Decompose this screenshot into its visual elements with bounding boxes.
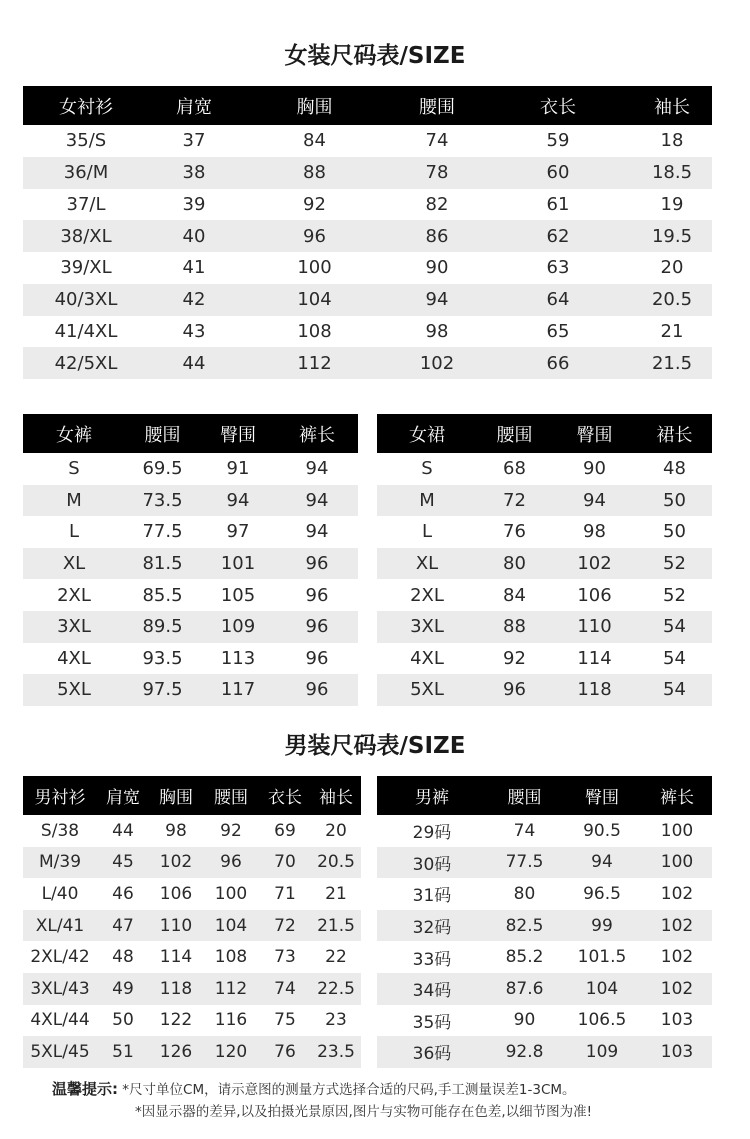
table-row — [23, 548, 358, 580]
table-cell: 94 — [390, 284, 484, 316]
table-cell: 33码 — [377, 941, 487, 973]
table-cell: 49 — [97, 973, 149, 1005]
column-header: 腰围 — [203, 776, 259, 815]
table-cell: 76 — [477, 516, 552, 548]
note-label: 温馨提示: — [52, 1080, 118, 1098]
table-cell: 114 — [149, 941, 203, 973]
table-row — [377, 910, 712, 942]
table-cell: 48 — [637, 453, 712, 485]
table-row — [23, 485, 358, 517]
column-header: 袖长 — [632, 86, 712, 125]
table-cell: M — [377, 485, 477, 517]
table-cell: 102 — [642, 973, 712, 1005]
men-size-title: 男装尺码表/SIZE — [284, 733, 466, 759]
table-cell: 70 — [259, 847, 311, 879]
table-cell: 118 — [149, 973, 203, 1005]
table-cell: XL — [377, 548, 477, 580]
table-header-row — [23, 86, 712, 125]
table-cell: 68 — [477, 453, 552, 485]
table-row — [377, 611, 712, 643]
table-cell: 35码 — [377, 1005, 487, 1037]
table-cell: 21 — [311, 878, 361, 910]
table-row — [377, 973, 712, 1005]
table-row — [23, 516, 358, 548]
table-cell: 65 — [484, 316, 632, 348]
table-cell: 36/M — [23, 157, 149, 189]
table-cell: 109 — [200, 611, 276, 643]
table-cell: 50 — [97, 1005, 149, 1037]
table-row — [377, 941, 712, 973]
table-row — [23, 878, 361, 910]
table-cell: 45 — [97, 847, 149, 879]
table-cell: 117 — [200, 674, 276, 706]
table-cell: M/39 — [23, 847, 97, 879]
table-cell: 37 — [149, 125, 239, 157]
table-row — [23, 157, 712, 189]
table-row — [377, 847, 712, 879]
table-cell: 84 — [239, 125, 390, 157]
table-cell: 90.5 — [562, 815, 642, 847]
table-cell: 43 — [149, 316, 239, 348]
table-cell: 72 — [259, 910, 311, 942]
table-cell: 38/XL — [23, 220, 149, 252]
table-cell: 22.5 — [311, 973, 361, 1005]
table-cell: 106 — [552, 579, 637, 611]
table-cell: 114 — [552, 643, 637, 675]
column-header: 女裤 — [23, 414, 125, 453]
table-row — [377, 453, 712, 485]
table-cell: 3XL/43 — [23, 973, 97, 1005]
table-cell: 30码 — [377, 847, 487, 879]
table-cell: 102 — [149, 847, 203, 879]
table-cell: 46 — [97, 878, 149, 910]
table-cell: 94 — [562, 847, 642, 879]
table-cell: 52 — [637, 548, 712, 580]
column-header: 裙长 — [637, 414, 712, 453]
table-cell: 38 — [149, 157, 239, 189]
table-cell: 20 — [311, 815, 361, 847]
table-cell: 52 — [637, 579, 712, 611]
table-cell: 18.5 — [632, 157, 712, 189]
table-cell: 5XL — [23, 674, 125, 706]
table-cell: 85.5 — [125, 579, 200, 611]
table-cell: 94 — [276, 485, 358, 517]
column-header: 臀围 — [552, 414, 637, 453]
table-cell: 21.5 — [311, 910, 361, 942]
column-header: 腰围 — [125, 414, 200, 453]
table-cell: 104 — [562, 973, 642, 1005]
table-cell: S/38 — [23, 815, 97, 847]
table-cell: 88 — [477, 611, 552, 643]
table-cell: 93.5 — [125, 643, 200, 675]
table-cell: 50 — [637, 516, 712, 548]
column-header: 男衬衫 — [23, 776, 97, 815]
table-cell: 32码 — [377, 910, 487, 942]
table-row — [23, 941, 361, 973]
table-cell: 74 — [487, 815, 562, 847]
table-row — [23, 815, 361, 847]
table-cell: 89.5 — [125, 611, 200, 643]
table-cell: 41 — [149, 252, 239, 284]
women-shirt-size-table — [23, 86, 712, 379]
table-cell: 44 — [97, 815, 149, 847]
table-cell: 40/3XL — [23, 284, 149, 316]
table-cell: 86 — [390, 220, 484, 252]
table-cell: 73 — [259, 941, 311, 973]
table-row — [377, 1036, 712, 1068]
table-cell: 96.5 — [562, 878, 642, 910]
table-cell: 39/XL — [23, 252, 149, 284]
table-cell: 40 — [149, 220, 239, 252]
table-cell: 112 — [203, 973, 259, 1005]
women-skirt-size-table — [377, 414, 712, 706]
table-cell: 94 — [276, 516, 358, 548]
column-header: 肩宽 — [97, 776, 149, 815]
table-cell: 116 — [203, 1005, 259, 1037]
table-row — [23, 1036, 361, 1068]
table-cell: 97 — [200, 516, 276, 548]
men-pants-size-table — [377, 776, 712, 1068]
table-row — [377, 1005, 712, 1037]
column-header: 衣长 — [259, 776, 311, 815]
table-cell: 3XL — [377, 611, 477, 643]
table-cell: 60 — [484, 157, 632, 189]
table-cell: 80 — [487, 878, 562, 910]
note-text-2: *因显示器的差异,以及拍摄光景原因,图片与实物可能存在色差,以细节图为准! — [135, 1104, 593, 1120]
table-cell: 96 — [477, 674, 552, 706]
table-cell: 92 — [239, 189, 390, 221]
table-cell: 77.5 — [487, 847, 562, 879]
table-cell: 42 — [149, 284, 239, 316]
table-cell: 109 — [562, 1036, 642, 1068]
column-header: 胸围 — [149, 776, 203, 815]
table-cell: 19 — [632, 189, 712, 221]
table-cell: 97.5 — [125, 674, 200, 706]
table-cell: 20.5 — [311, 847, 361, 879]
table-cell: 73.5 — [125, 485, 200, 517]
table-cell: 105 — [200, 579, 276, 611]
table-cell: 104 — [203, 910, 259, 942]
column-header: 袖长 — [311, 776, 361, 815]
table-cell: 122 — [149, 1005, 203, 1037]
table-cell: 102 — [642, 910, 712, 942]
table-cell: 2XL — [23, 579, 125, 611]
table-cell: 44 — [149, 347, 239, 379]
table-cell: 18 — [632, 125, 712, 157]
table-cell: 96 — [203, 847, 259, 879]
table-row — [23, 316, 712, 348]
table-cell: 102 — [642, 941, 712, 973]
table-cell: 104 — [239, 284, 390, 316]
table-cell: 102 — [642, 878, 712, 910]
table-cell: L — [23, 516, 125, 548]
table-cell: M — [23, 485, 125, 517]
table-cell: 96 — [276, 643, 358, 675]
column-header: 臀围 — [562, 776, 642, 815]
table-cell: 2XL/42 — [23, 941, 97, 973]
table-cell: 39 — [149, 189, 239, 221]
table-cell: 100 — [642, 847, 712, 879]
table-cell: 76 — [259, 1036, 311, 1068]
table-cell: 34码 — [377, 973, 487, 1005]
table-row — [23, 1005, 361, 1037]
table-cell: 41/4XL — [23, 316, 149, 348]
table-cell: 120 — [203, 1036, 259, 1068]
note-text-1: *尺寸单位CM，请示意图的测量方式选择合适的尺码,手工测量误差1-3CM。 — [122, 1082, 576, 1098]
note-line-1 — [52, 1078, 732, 1101]
table-header-row — [377, 776, 712, 815]
table-cell: 100 — [642, 815, 712, 847]
table-header-row — [23, 414, 358, 453]
table-cell: 29码 — [377, 815, 487, 847]
table-cell: 94 — [200, 485, 276, 517]
table-row — [23, 347, 712, 379]
table-cell: 110 — [552, 611, 637, 643]
table-cell: L — [377, 516, 477, 548]
table-cell: 23.5 — [311, 1036, 361, 1068]
table-cell: 94 — [276, 453, 358, 485]
table-cell: 106.5 — [562, 1005, 642, 1037]
table-cell: 54 — [637, 674, 712, 706]
table-cell: 92.8 — [487, 1036, 562, 1068]
table-cell: 20.5 — [632, 284, 712, 316]
column-header: 腰围 — [487, 776, 562, 815]
column-header: 肩宽 — [149, 86, 239, 125]
table-cell: 19.5 — [632, 220, 712, 252]
table-row — [377, 516, 712, 548]
table-cell: 103 — [642, 1005, 712, 1037]
table-cell: 88 — [239, 157, 390, 189]
table-cell: 48 — [97, 941, 149, 973]
table-row — [23, 910, 361, 942]
table-row — [23, 252, 712, 284]
table-cell: 31码 — [377, 878, 487, 910]
table-cell: 80 — [477, 548, 552, 580]
table-cell: 90 — [552, 453, 637, 485]
table-row — [377, 878, 712, 910]
table-cell: 118 — [552, 674, 637, 706]
table-cell: 94 — [552, 485, 637, 517]
table-cell: 92 — [203, 815, 259, 847]
table-row — [23, 847, 361, 879]
table-cell: 61 — [484, 189, 632, 221]
table-cell: 2XL — [377, 579, 477, 611]
table-cell: 91 — [200, 453, 276, 485]
table-cell: 20 — [632, 252, 712, 284]
table-cell: 100 — [239, 252, 390, 284]
note-line-2 — [52, 1101, 732, 1124]
table-cell: 5XL — [377, 674, 477, 706]
table-cell: 5XL/45 — [23, 1036, 97, 1068]
table-row — [23, 611, 358, 643]
table-cell: 112 — [239, 347, 390, 379]
table-cell: 54 — [637, 611, 712, 643]
table-cell: 110 — [149, 910, 203, 942]
table-row — [377, 579, 712, 611]
table-row — [377, 674, 712, 706]
table-row — [377, 548, 712, 580]
table-cell: S — [23, 453, 125, 485]
table-cell: 87.6 — [487, 973, 562, 1005]
table-cell: 77.5 — [125, 516, 200, 548]
table-cell: 62 — [484, 220, 632, 252]
table-cell: 92 — [477, 643, 552, 675]
table-row — [23, 284, 712, 316]
table-cell: 99 — [562, 910, 642, 942]
table-cell: 82.5 — [487, 910, 562, 942]
column-header: 腰围 — [477, 414, 552, 453]
table-cell: 98 — [149, 815, 203, 847]
table-cell: 85.2 — [487, 941, 562, 973]
table-cell: 101 — [200, 548, 276, 580]
table-cell: S — [377, 453, 477, 485]
column-header: 衣长 — [484, 86, 632, 125]
table-row — [23, 189, 712, 221]
column-header: 女衬衫 — [23, 86, 149, 125]
table-cell: 108 — [239, 316, 390, 348]
men-shirt-size-table — [23, 776, 361, 1068]
table-cell: 69.5 — [125, 453, 200, 485]
table-cell: 103 — [642, 1036, 712, 1068]
table-row — [23, 973, 361, 1005]
table-cell: 21.5 — [632, 347, 712, 379]
table-cell: 47 — [97, 910, 149, 942]
table-row — [23, 220, 712, 252]
table-cell: 37/L — [23, 189, 149, 221]
table-cell: 98 — [390, 316, 484, 348]
table-row — [23, 579, 358, 611]
table-cell: 113 — [200, 643, 276, 675]
table-cell: 84 — [477, 579, 552, 611]
table-cell: 98 — [552, 516, 637, 548]
table-cell: 50 — [637, 485, 712, 517]
table-cell: 22 — [311, 941, 361, 973]
table-cell: 96 — [276, 674, 358, 706]
table-cell: 90 — [390, 252, 484, 284]
table-header-row — [23, 776, 361, 815]
table-cell: 90 — [487, 1005, 562, 1037]
women-pants-size-table — [23, 414, 358, 706]
column-header: 胸围 — [239, 86, 390, 125]
table-cell: XL/41 — [23, 910, 97, 942]
table-cell: 100 — [203, 878, 259, 910]
table-cell: 36码 — [377, 1036, 487, 1068]
table-row — [23, 125, 712, 157]
table-cell: 108 — [203, 941, 259, 973]
table-cell: 72 — [477, 485, 552, 517]
table-cell: 4XL/44 — [23, 1005, 97, 1037]
table-cell: 3XL — [23, 611, 125, 643]
table-row — [377, 485, 712, 517]
column-header: 女裙 — [377, 414, 477, 453]
table-cell: 81.5 — [125, 548, 200, 580]
table-cell: 4XL — [377, 643, 477, 675]
table-cell: 4XL — [23, 643, 125, 675]
table-header-row — [377, 414, 712, 453]
table-cell: 82 — [390, 189, 484, 221]
column-header: 裤长 — [276, 414, 358, 453]
table-cell: 96 — [239, 220, 390, 252]
table-row — [377, 815, 712, 847]
column-header: 男裤 — [377, 776, 487, 815]
table-cell: 106 — [149, 878, 203, 910]
table-cell: 63 — [484, 252, 632, 284]
table-row — [23, 453, 358, 485]
table-cell: 96 — [276, 548, 358, 580]
table-cell: 35/S — [23, 125, 149, 157]
table-cell: L/40 — [23, 878, 97, 910]
table-cell: 126 — [149, 1036, 203, 1068]
table-cell: 69 — [259, 815, 311, 847]
column-header: 裤长 — [642, 776, 712, 815]
table-cell: 78 — [390, 157, 484, 189]
table-cell: 42/5XL — [23, 347, 149, 379]
table-cell: 71 — [259, 878, 311, 910]
table-cell: 74 — [259, 973, 311, 1005]
table-row — [23, 643, 358, 675]
table-cell: 59 — [484, 125, 632, 157]
table-cell: 96 — [276, 611, 358, 643]
table-cell: XL — [23, 548, 125, 580]
table-cell: 75 — [259, 1005, 311, 1037]
table-cell: 64 — [484, 284, 632, 316]
notes — [52, 1078, 732, 1124]
table-cell: 101.5 — [562, 941, 642, 973]
column-header: 臀围 — [200, 414, 276, 453]
table-cell: 51 — [97, 1036, 149, 1068]
table-cell: 102 — [390, 347, 484, 379]
table-row — [377, 643, 712, 675]
column-header: 腰围 — [390, 86, 484, 125]
table-cell: 23 — [311, 1005, 361, 1037]
table-cell: 66 — [484, 347, 632, 379]
table-cell: 102 — [552, 548, 637, 580]
women-size-title: 女装尺码表/SIZE — [284, 43, 466, 69]
table-cell: 96 — [276, 579, 358, 611]
table-cell: 54 — [637, 643, 712, 675]
table-cell: 21 — [632, 316, 712, 348]
table-cell: 74 — [390, 125, 484, 157]
table-row — [23, 674, 358, 706]
